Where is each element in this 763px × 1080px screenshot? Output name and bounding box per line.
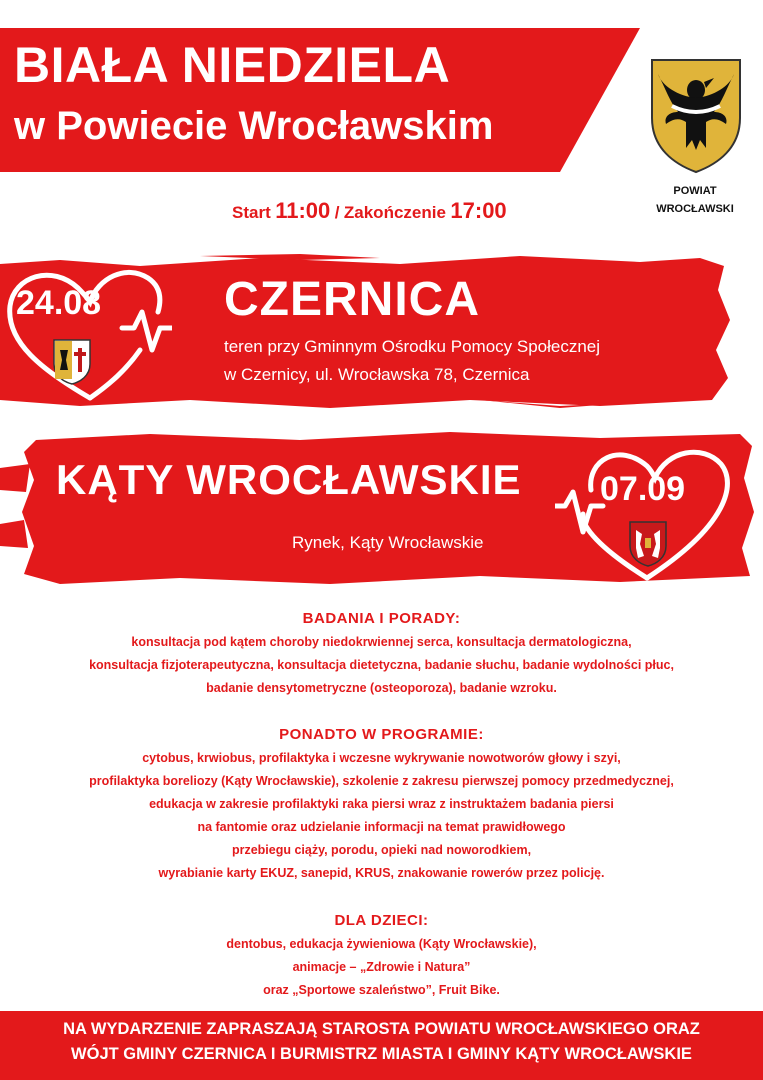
footer-line1: NA WYDARZENIE ZAPRASZAJĄ STAROSTA POWIATU WROCŁAWSKIEGO ORAZ xyxy=(63,1020,700,1038)
event-date: 24.08 xyxy=(16,284,102,322)
powiat-logo-text xyxy=(640,182,750,218)
event-date-2: 07.09 xyxy=(600,470,686,508)
event-city: CZERNICA xyxy=(224,273,480,326)
time-separator: / xyxy=(334,203,340,222)
section-line: wyrabianie karty EKUZ, sanepid, KRUS, znakowanie rowerów przez policję. xyxy=(158,866,605,880)
section-line: konsultacja fizjoterapeutyczna, konsultacja dietetyczna, badanie słuchu, badanie wydolności płuc, xyxy=(89,658,674,672)
start-time: 11:00 xyxy=(275,198,331,223)
event-address-2: Rynek, Kąty Wrocławskie xyxy=(292,533,484,552)
section-line: badanie densytometryczne (osteoporoza), badanie wzroku. xyxy=(206,681,557,695)
section-heading: BADANIA I PORADY: xyxy=(302,610,461,627)
event-city-2: KĄTY WROCŁAWSKIE xyxy=(56,456,522,503)
section-heading: DLA DZIECI: xyxy=(334,912,429,929)
section-line: profilaktyka boreliozy (Kąty Wrocławskie), szkolenie z zakresu pierwszej pomocy przedmedycznej, xyxy=(89,774,674,788)
katy-crest-icon xyxy=(628,520,668,568)
section-line: konsultacja pod kątem choroby niedokrwiennej serca, konsultacja dermatologiczna, xyxy=(131,635,632,649)
schedule-times xyxy=(232,198,507,224)
page-title: BIAŁA NIEDZIELA xyxy=(14,37,451,93)
logo-text-line2: WROCŁAWSKI xyxy=(656,203,734,215)
section-line: edukacja w zakresie profilaktyki raka piersi wraz z instruktażem badania piersi xyxy=(149,797,614,811)
end-time: 17:00 xyxy=(450,198,507,223)
section-line: dentobus, edukacja żywieniowa (Kąty Wrocławskie), xyxy=(226,937,537,951)
event-address-line1: teren przy Gminnym Ośrodku Pomocy Społecznej xyxy=(224,337,601,356)
section-dla-dzieci xyxy=(0,912,763,1002)
section-line: oraz „Sportowe szaleństwo”, Fruit Bike. xyxy=(263,983,500,997)
page-subtitle: w Powiecie Wrocławskim xyxy=(14,104,494,148)
section-ponadto xyxy=(0,726,763,885)
end-label: Zakończenie xyxy=(343,203,446,222)
event-address-line2: w Czernicy, ul. Wrocławska 78, Czernica xyxy=(224,365,530,384)
section-line: cytobus, krwiobus, profilaktyka i wczesne wykrywanie nowotworów głowy i szyi, xyxy=(142,751,621,765)
start-label: Start xyxy=(232,203,271,222)
powiat-crest-logo xyxy=(648,56,744,174)
section-line: na fantomie oraz udzielanie informacji na temat prawidłowego xyxy=(197,820,566,834)
section-badania xyxy=(0,610,763,700)
footer-line2: WÓJT GMINY CZERNICA I BURMISTRZ MIASTA I GMINY KĄTY WROCŁAWSKIE xyxy=(71,1045,692,1063)
section-line: animacje – „Zdrowie i Natura” xyxy=(292,960,471,974)
section-heading: PONADTO W PROGRAMIE: xyxy=(279,726,484,743)
section-line: przebiegu ciąży, porodu, opieki nad noworodkiem, xyxy=(231,843,532,857)
czernica-crest-icon xyxy=(52,338,92,386)
logo-text-line1: POWIAT xyxy=(673,185,717,197)
